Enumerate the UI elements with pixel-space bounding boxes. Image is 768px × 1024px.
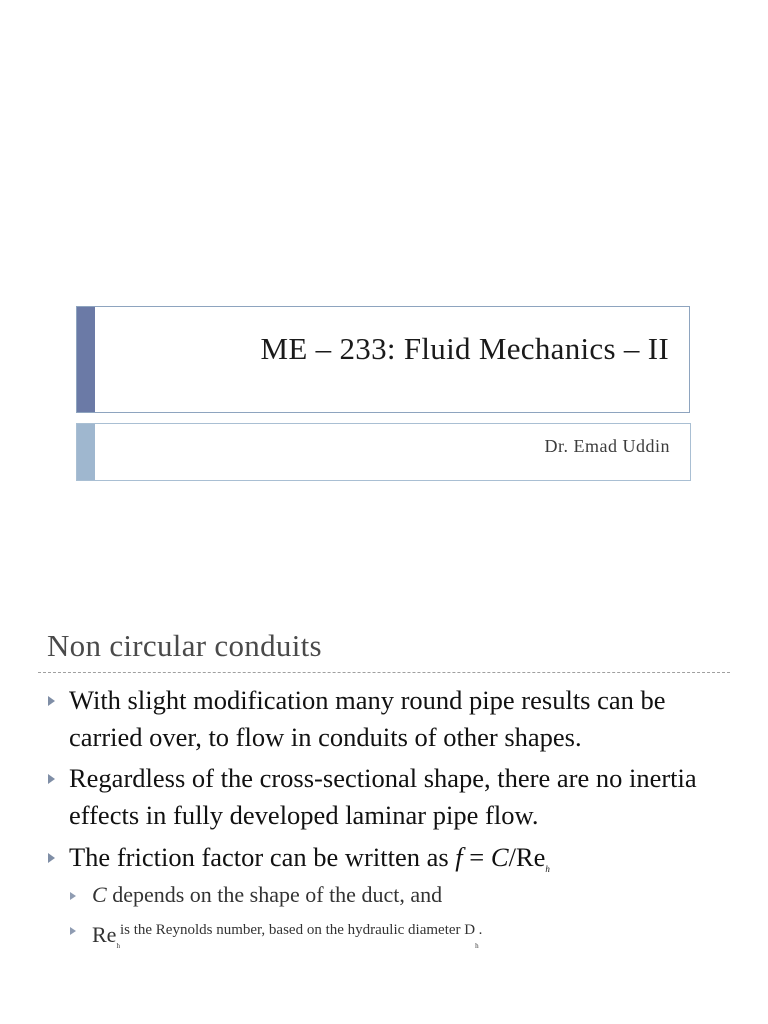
- subbullet-text: [92, 880, 720, 910]
- subtitle-accent-bar: [77, 424, 95, 480]
- friction-re-subscript: h: [545, 864, 550, 874]
- bullet-text: Regardless of the cross-sectional shape, there are no inertia effects in fully developed laminar pipe flow.: [69, 763, 697, 830]
- slide-subtitle: Dr. Emad Uddin: [544, 436, 670, 456]
- friction-re: /Re: [508, 842, 546, 872]
- subbullet-re-subscript: h: [116, 942, 120, 950]
- subbullet-re: Re: [92, 922, 117, 947]
- subbullet-rest: depends on the shape of the duct, and: [106, 882, 443, 907]
- bullet-arrow-icon: [48, 696, 55, 706]
- bullet-text: With slight modification many round pipe results can be carried over, to flow in conduits of other shapes.: [69, 685, 666, 752]
- bullet-arrow-icon: [48, 774, 55, 784]
- subbullet-arrow-icon: [70, 892, 76, 900]
- subbullet-text: [92, 915, 720, 961]
- bullet-item: [48, 682, 728, 756]
- subbullet-item: [70, 915, 720, 961]
- subbullet-arrow-icon: [70, 927, 76, 935]
- friction-prefix: The friction factor can be written as: [69, 842, 456, 872]
- bullet-arrow-icon: [48, 853, 55, 863]
- subbullet-c: C: [92, 882, 107, 907]
- subbullet-item: [70, 880, 720, 910]
- friction-f: f: [455, 842, 463, 872]
- subbullet-d-subscript: h: [475, 942, 479, 950]
- heading-divider: [38, 672, 730, 673]
- subbullet-description: is the Reynolds number, based on the hydraulic diameter D: [119, 922, 476, 938]
- friction-eq: =: [462, 842, 491, 872]
- friction-c: C: [490, 842, 509, 872]
- title-box: [76, 306, 690, 413]
- subbullet-period: .: [478, 922, 483, 938]
- section-heading: Non circular conduits: [47, 628, 322, 663]
- bullet-item: [48, 760, 728, 834]
- slide-title: ME – 233: Fluid Mechanics – II: [260, 331, 669, 366]
- title-accent-bar: [77, 307, 95, 412]
- subtitle-box: [76, 423, 691, 481]
